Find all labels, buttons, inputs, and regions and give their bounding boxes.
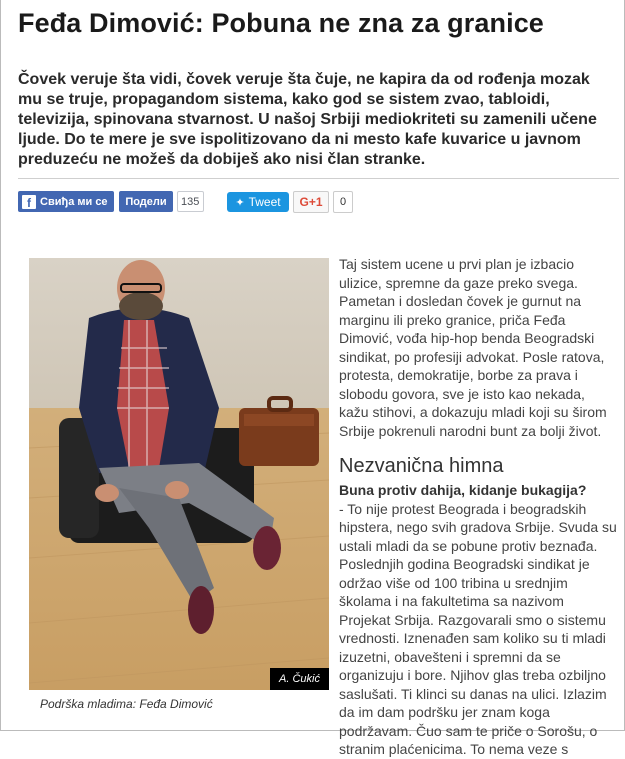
google-plus-count: 0	[333, 191, 353, 213]
facebook-share-button[interactable]: Подели	[119, 191, 173, 212]
tweet-button[interactable]	[227, 192, 289, 212]
article-lead: Čovek veruje šta vidi, čovek veruje šta čuje, ne kapira da od rođenja mozak mu se truje, propagandom sistema, kako god se sistem zvao, tabloidi, televizija, spinovana stvarnost. U našoj Srbiji mediokriteti su zamenili učene ljude. Do te mere je sve ispolitizovano da ni mesto kafe kuvarice u javnom preduzeću ne možeš da dobiješ ako nisi član stranke.	[18, 71, 597, 168]
photo-illustration	[29, 258, 329, 690]
section-heading: Nezvanična himna	[339, 455, 504, 477]
article-title: Feđa Dimović: Pobuna ne zna za granice	[18, 8, 544, 38]
article-photo	[29, 258, 329, 690]
facebook-like-label: Свиђа ми се	[40, 195, 108, 208]
facebook-share-count: 135	[177, 191, 204, 212]
photo-credit: A. Čukić	[270, 668, 329, 690]
article-body	[339, 255, 617, 759]
divider	[18, 178, 619, 179]
facebook-like-button[interactable]	[18, 191, 114, 212]
interview-question: Buna protiv dahija, kidanje bukagija?	[339, 482, 587, 498]
tweet-label: Tweet	[248, 195, 281, 209]
facebook-icon: f	[22, 195, 36, 209]
google-plus-button[interactable]: G+1	[293, 191, 329, 213]
photo-caption: Podrška mladima: Feđa Dimović	[40, 697, 213, 711]
interview-answer: - To nije protest Beograda i beogradskih hipstera, nego svih gradova Srbije. Svuda su ustali mladi da se pobune protiv beznađa. Poslednjih godina Beogradski sindikat je održao više od 100 tribina u srednjim školama i na fakultetima sa nazivom Projekat Srbija. Razgovarali smo o sistemu vrednosti. Iznenađen sam koliko su ti mladi izuzetni, obavešteni i spremni da se organizuju i bore. Njihov glas treba ozbiljno saslušati. Ti klinci su danas na ulici. Izlazim da im dam podršku jer znam koga podržavam. Čuo sam te priče o Sorošu, o stranim plaćenicima. To nema veze s	[339, 500, 617, 757]
body-paragraph: Taj sistem ucene u prvi plan je izbacio ulizice, spremne da gaze preko svega. Pametan i dosledan čovek je gurnut na marginu ili preko granice, priča Feđa Dimović, vođa hip-hop benda Beogradski sindikat, po profesiji advokat. Posle ratova, protesta, demokratije, borbe za prava i slobodu govora, sve je isto kao nekada, kažu stihovi, a dokazuju mladi koji su širom Srbije pokrenuli narodni bunt za bolji život.	[339, 256, 607, 439]
twitter-bird-icon: ✦	[235, 196, 245, 209]
